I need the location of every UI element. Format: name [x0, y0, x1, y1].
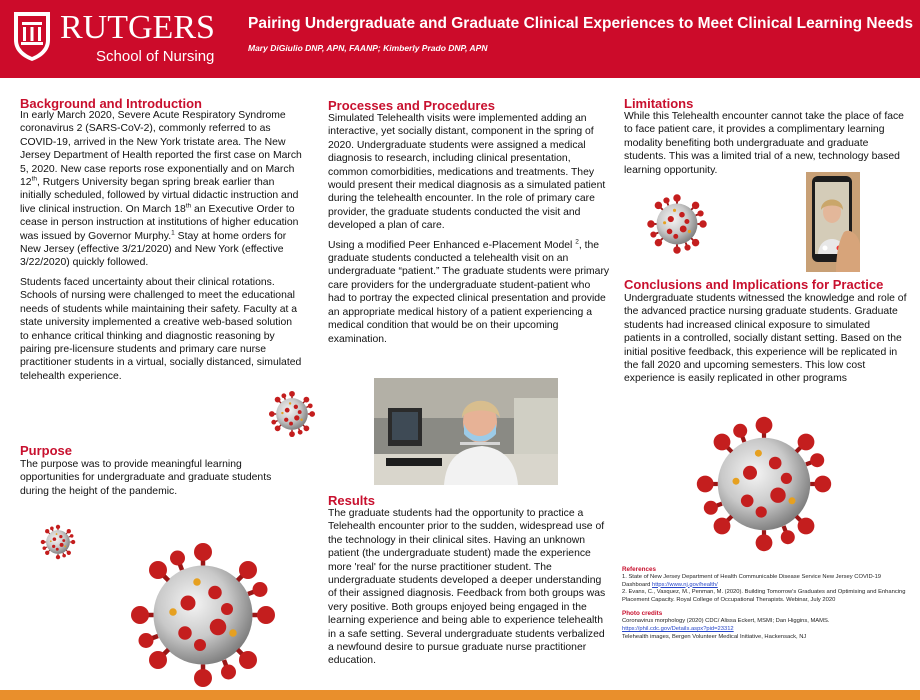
photo-credit-1: Coronavirus morphology (2020) CDC/ Alissa Eckert, MSMI; Dan Higgins, MAMS.: [622, 618, 830, 625]
processes-text: [328, 112, 610, 352]
poster-authors: Mary DiGiulio DNP, APN, FAANP; Kimberly Prado DNP, APN: [248, 43, 488, 53]
telehealth-nurse-photo: [374, 378, 558, 485]
coronavirus-illustration-icon: [40, 524, 76, 560]
purpose-heading: Purpose: [20, 443, 73, 458]
coronavirus-illustration-icon: [268, 390, 316, 438]
results-heading: Results: [328, 493, 375, 508]
photo-credit-2: Telehealth images, Bergen Volunteer Medical Initiative, Hackensack, NJ: [622, 633, 807, 640]
background-text: [20, 109, 302, 389]
photo-credits-heading: Photo credits: [622, 610, 663, 618]
coronavirus-illustration-icon: [694, 414, 834, 554]
poster-header: [0, 0, 920, 78]
results-text: The graduate students had the opportunity to practice a Telehealth encounter prior to the sudden, widespread use of the technology in their clinical sites. Having an unknown patient (the undergraduate student) made the experience more 'real' for the nurse practitioner student. The undergraduate students developed a deeper understanding of their assigned diagnosis. Feedback from both groups was very positive. Both groups enjoyed being engaged in the learning experience and being able to experience telehealth in a safe setting. Several undergraduate students verbalized a newfound desire to pursue graduate nurse practitioner education.: [328, 508, 606, 667]
logo-wordmark: RUTGERS: [60, 9, 215, 46]
processes-paragraph-1: Simulated Telehealth visits were implemented adding an interactive, yet socially distant, component in the spring of 2020. Undergraduate students were assigned a medical diagnosis to research, including clinical presentation, common comorbidities, medications and treatments. They would present their medical diagnosis as a simulated patient during the telehealth encounter. In the role of primary care provider, the graduate students conducted the visit and developed a plan of care.: [328, 113, 606, 232]
background-heading: Background and Introduction: [20, 96, 202, 111]
background-paragraph-2: Students faced uncertainty about their clinical rotations. Schools of nursing were challenged to meet the educational needs of students while maintaining their safety. Faculty at a state university implemented a creative web-based solution to enhance critical thinking and diagnostic reasoning by pairing pre-licensure students and primary care nurse practitioner students in a virtual, socially distanced, simulated telehealth experience.: [20, 276, 302, 382]
conclusions-heading: Conclusions and Implications for Practice: [624, 277, 884, 292]
limitations-text: While this Telehealth encounter cannot take the place of face to face patient care, it provides a complimentary learning modality benefiting both undergraduate and graduate students. This was a limited trial of a new, technology based learning opportunity.: [624, 111, 904, 176]
purpose-text: The purpose was to provide meaningful learning opportunities for undergraduate and graduate students during the height of the pandemic.: [20, 459, 272, 497]
references-section: [622, 566, 910, 641]
reference-1: 1. State of New Jersey Department of Health Communicable Disease Service New Jersey COVID-19 Dashboard https://www.nj.gov/health/: [622, 574, 882, 588]
logo-subtitle: School of Nursing: [96, 48, 215, 65]
poster-title: Pairing Undergraduate and Graduate Clinical Experiences to Meet Clinical Learning Needs: [248, 15, 913, 32]
reference-1-link[interactable]: https://www.nj.gov/health/: [651, 581, 718, 588]
coronavirus-illustration-icon: [646, 193, 708, 255]
rutgers-shield-logo: [12, 10, 52, 62]
telehealth-phone-photo: [806, 172, 860, 272]
background-paragraph-1: In early March 2020, Severe Acute Respiratory Syndrome coronavirus 2 (SARS-CoV-2), commonly referred to as COVID-19, arrived in the New York tristate area. The New Jersey Department of Health reported the first case on March 5, 2020. New case reports rose exponentially and on March 12th, Rutgers University began spring break earlier than initially scheduled, followed by virtual didactic instruction and live clinical instruction. On March 18th an Executive Order to cease in person instruction at institutions of higher education was issued by Governor Murphy.$^1$ Stay at home orders for New Jersey (effective 3/21/2020) and New York (effective 3/22/2020) quickly followed.: [20, 110, 302, 269]
reference-2: 2. Evans, C., Vasquez, M., Penman, M. (2020). Building Tomorrow's Graduates and Optimising and Enhancing Placement Capacity. Royal College of Occupational Therapists. Webinar, July 2020: [622, 589, 906, 603]
coronavirus-illustration-icon: [128, 540, 278, 690]
limitations-heading: Limitations: [624, 96, 694, 111]
references-heading: References: [622, 566, 656, 573]
processes-heading: Processes and Procedures: [328, 98, 495, 113]
bottom-accent-bar: [0, 690, 920, 700]
processes-paragraph-2: Using a modified Peer Enhanced e-Placement Model $^2$, the graduate students conducted a telehealth visit on an undergraduate “patient.” The graduate students were primary care providers for the undergraduate student-patient who had to portray the expected clinical presentation and provide an appropriate medical history of a patient experiencing a medical condition that would be on their upcoming examination.: [328, 238, 610, 345]
photo-credit-1-link[interactable]: https://phil.cdc.gov/Details.aspx?pid=23312: [622, 625, 734, 632]
conclusions-text: Undergraduate students witnessed the knowledge and role of the advanced practice nursing graduate students. Graduate students had increased clinical exposure to simulated patients in a controlled, socially distant setting. Based on the initial positive feedback, this experience will be replicated in the fall 2020 and upcoming semesters. This low cost experience is easily replicated in other programs: [624, 293, 907, 385]
